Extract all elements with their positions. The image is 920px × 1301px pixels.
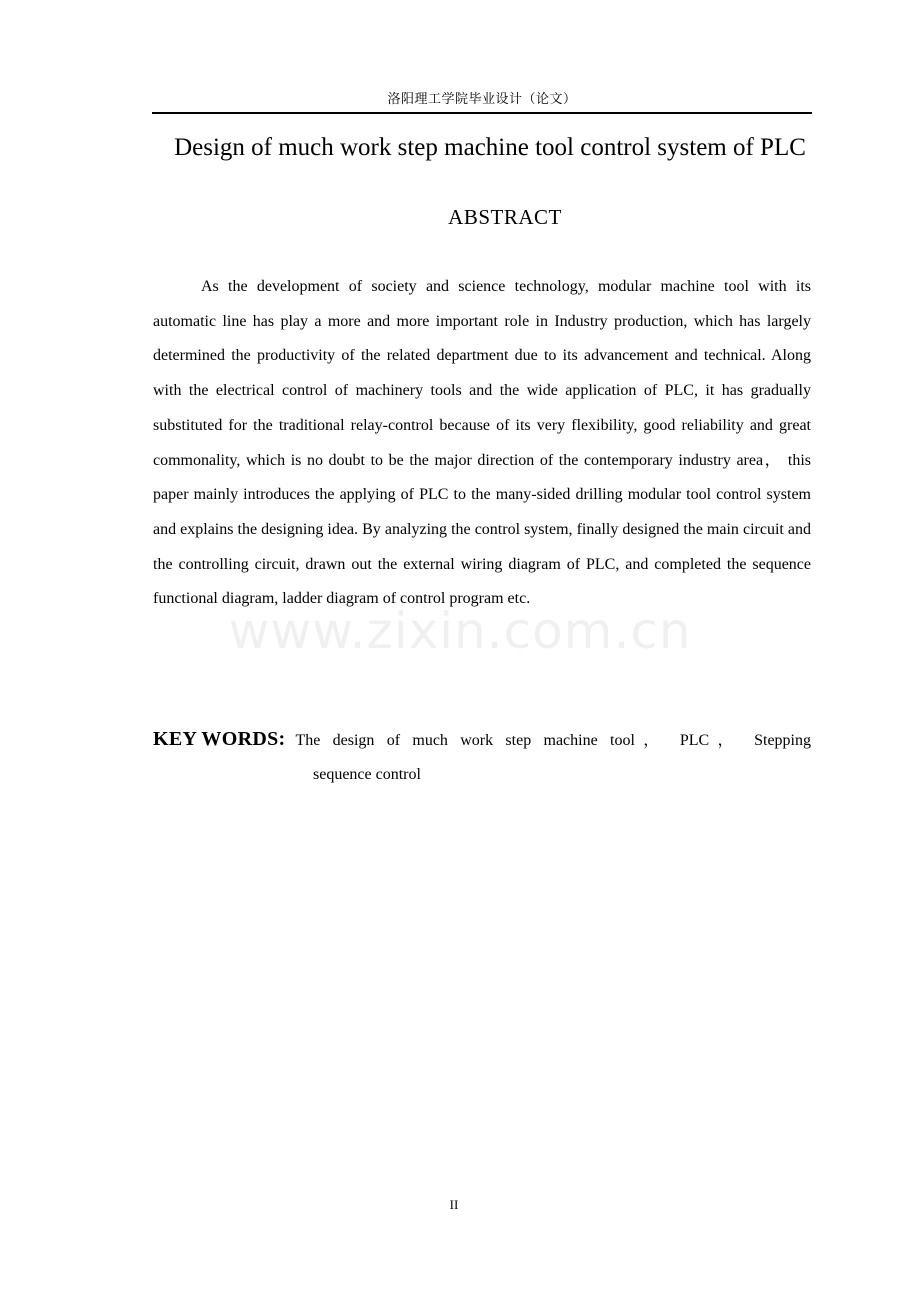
keywords-line-1: The design of much work step machine tool， PLC， Stepping bbox=[295, 732, 811, 749]
abstract-heading: ABSTRACT bbox=[448, 205, 562, 229]
keywords-line-2: sequence control bbox=[313, 766, 421, 783]
keywords-label: KEY WORDS: bbox=[153, 728, 286, 750]
header-rule bbox=[152, 112, 812, 114]
page-number: II bbox=[449, 1197, 459, 1212]
keywords-row bbox=[153, 722, 811, 758]
paper-title: Design of much work step machine tool control system of PLC bbox=[174, 134, 806, 161]
watermark: www.zixin.com.cn bbox=[228, 602, 692, 660]
running-header: 洛阳理工学院毕业设计（论文） bbox=[387, 92, 577, 107]
keywords-section bbox=[153, 722, 811, 792]
abstract-body: As the development of society and science technology, modular machine tool with its automatic line has play a more and more important role in Industry production, which has largely determined the productivity of the related department due to its advancement and technical. Along with the electrical control of machinery tools and the wide application of PLC, it has gradually substituted for the traditional relay-control because of its very flexibility, good reliability and great commonality, which is no doubt to be the major direction of the contemporary industry area， this paper mainly introduces the applying of PLC to the many-sided drilling modular tool control system and explains the designing idea. By analyzing the control system, finally designed the main circuit and the controlling circuit, drawn out the external wiring diagram of PLC, and completed the sequence functional diagram, ladder diagram of control program etc. bbox=[153, 278, 812, 608]
